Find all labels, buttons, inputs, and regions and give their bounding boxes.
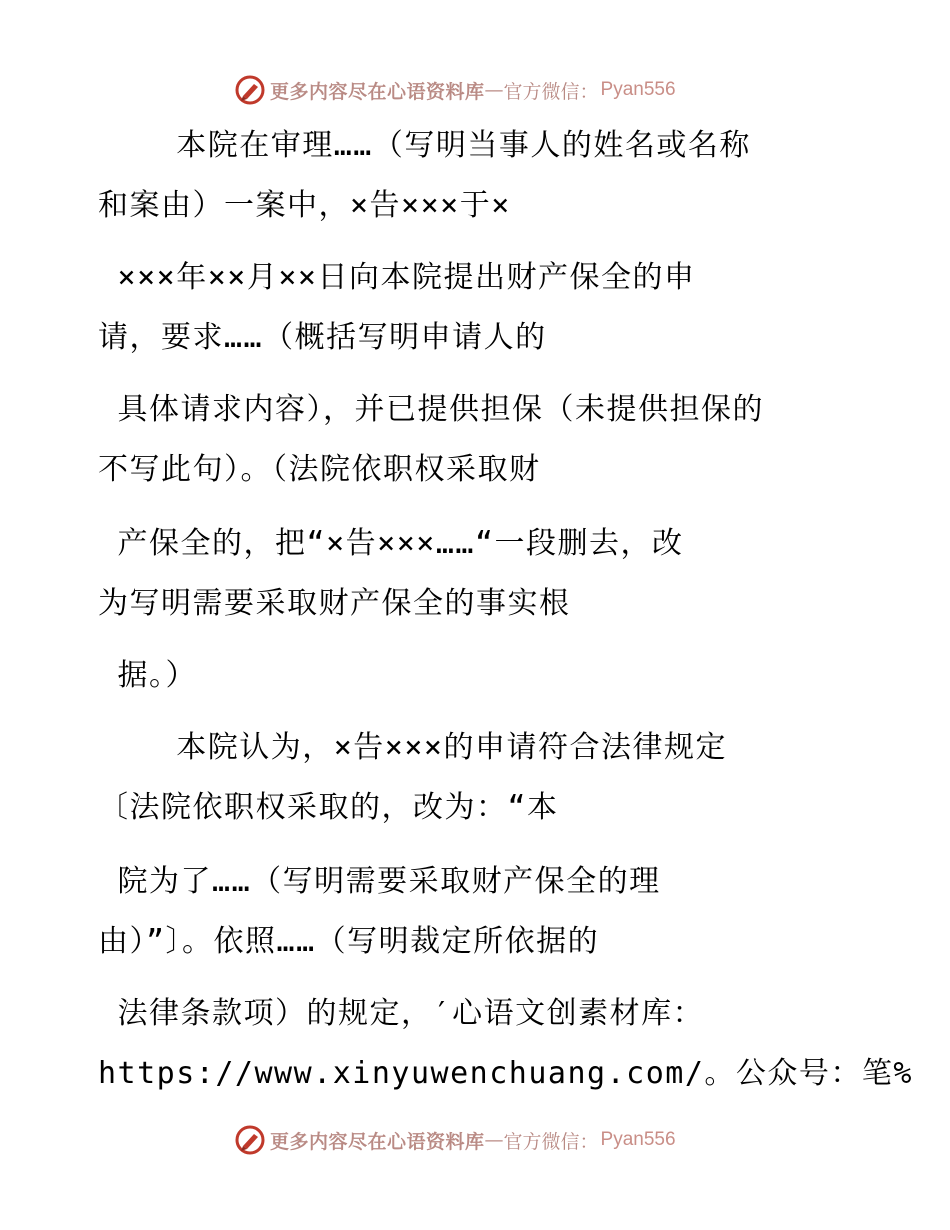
text-line: 法律条款项）的规定，′心语文创素材库：: [98, 996, 705, 1031]
text-line: 据。）: [98, 658, 198, 693]
text-line: 请，要求……（概括写明申请人的: [98, 320, 547, 355]
text-line: 为写明需要采取财产保全的事实根: [98, 586, 571, 621]
footer-banner: [234, 1124, 676, 1156]
banner-title: 更多内容尽在心语资料库: [270, 80, 485, 103]
banner-separator: —: [484, 79, 504, 101]
banner-wechat-id: Pyan556: [600, 79, 676, 100]
text-line: 〔法院依职权采取的，改为：“本: [98, 790, 559, 825]
banner-separator: —: [484, 1129, 504, 1151]
text-line: 由）”〕。依照……（写明裁定所依据的: [98, 924, 600, 959]
text-line: https://www.xinyuwenchuang.com/。公众号：笔%: [98, 1056, 913, 1091]
text-line: 不写此句）。（法院依职权采取财: [98, 452, 541, 487]
text-line: 本院在审理……（写明当事人的姓名或名称: [98, 128, 751, 163]
pen-logo-icon: [234, 74, 266, 106]
text-line: 和案由）一案中，×告×××于×: [98, 188, 511, 223]
header-banner: [234, 74, 676, 106]
banner-wechat-label: 官方微信：: [503, 80, 599, 103]
text-line: 本院认为，×告×××的申请符合法律规定: [98, 730, 727, 765]
text-line: ×××年××月××日向本院提出财产保全的申: [98, 260, 696, 295]
banner-title: 更多内容尽在心语资料库: [270, 1130, 485, 1153]
text-line: 具体请求内容），并已提供担保（未提供担保的: [98, 392, 765, 427]
banner-wechat-label: 官方微信：: [503, 1130, 599, 1153]
text-line: 产保全的，把“×告×××……“一段删去，改: [98, 526, 684, 561]
banner-wechat-id: Pyan556: [600, 1129, 676, 1150]
pen-logo-icon: [234, 1124, 266, 1156]
text-line: 院为了……（写明需要采取财产保全的理: [98, 864, 661, 899]
